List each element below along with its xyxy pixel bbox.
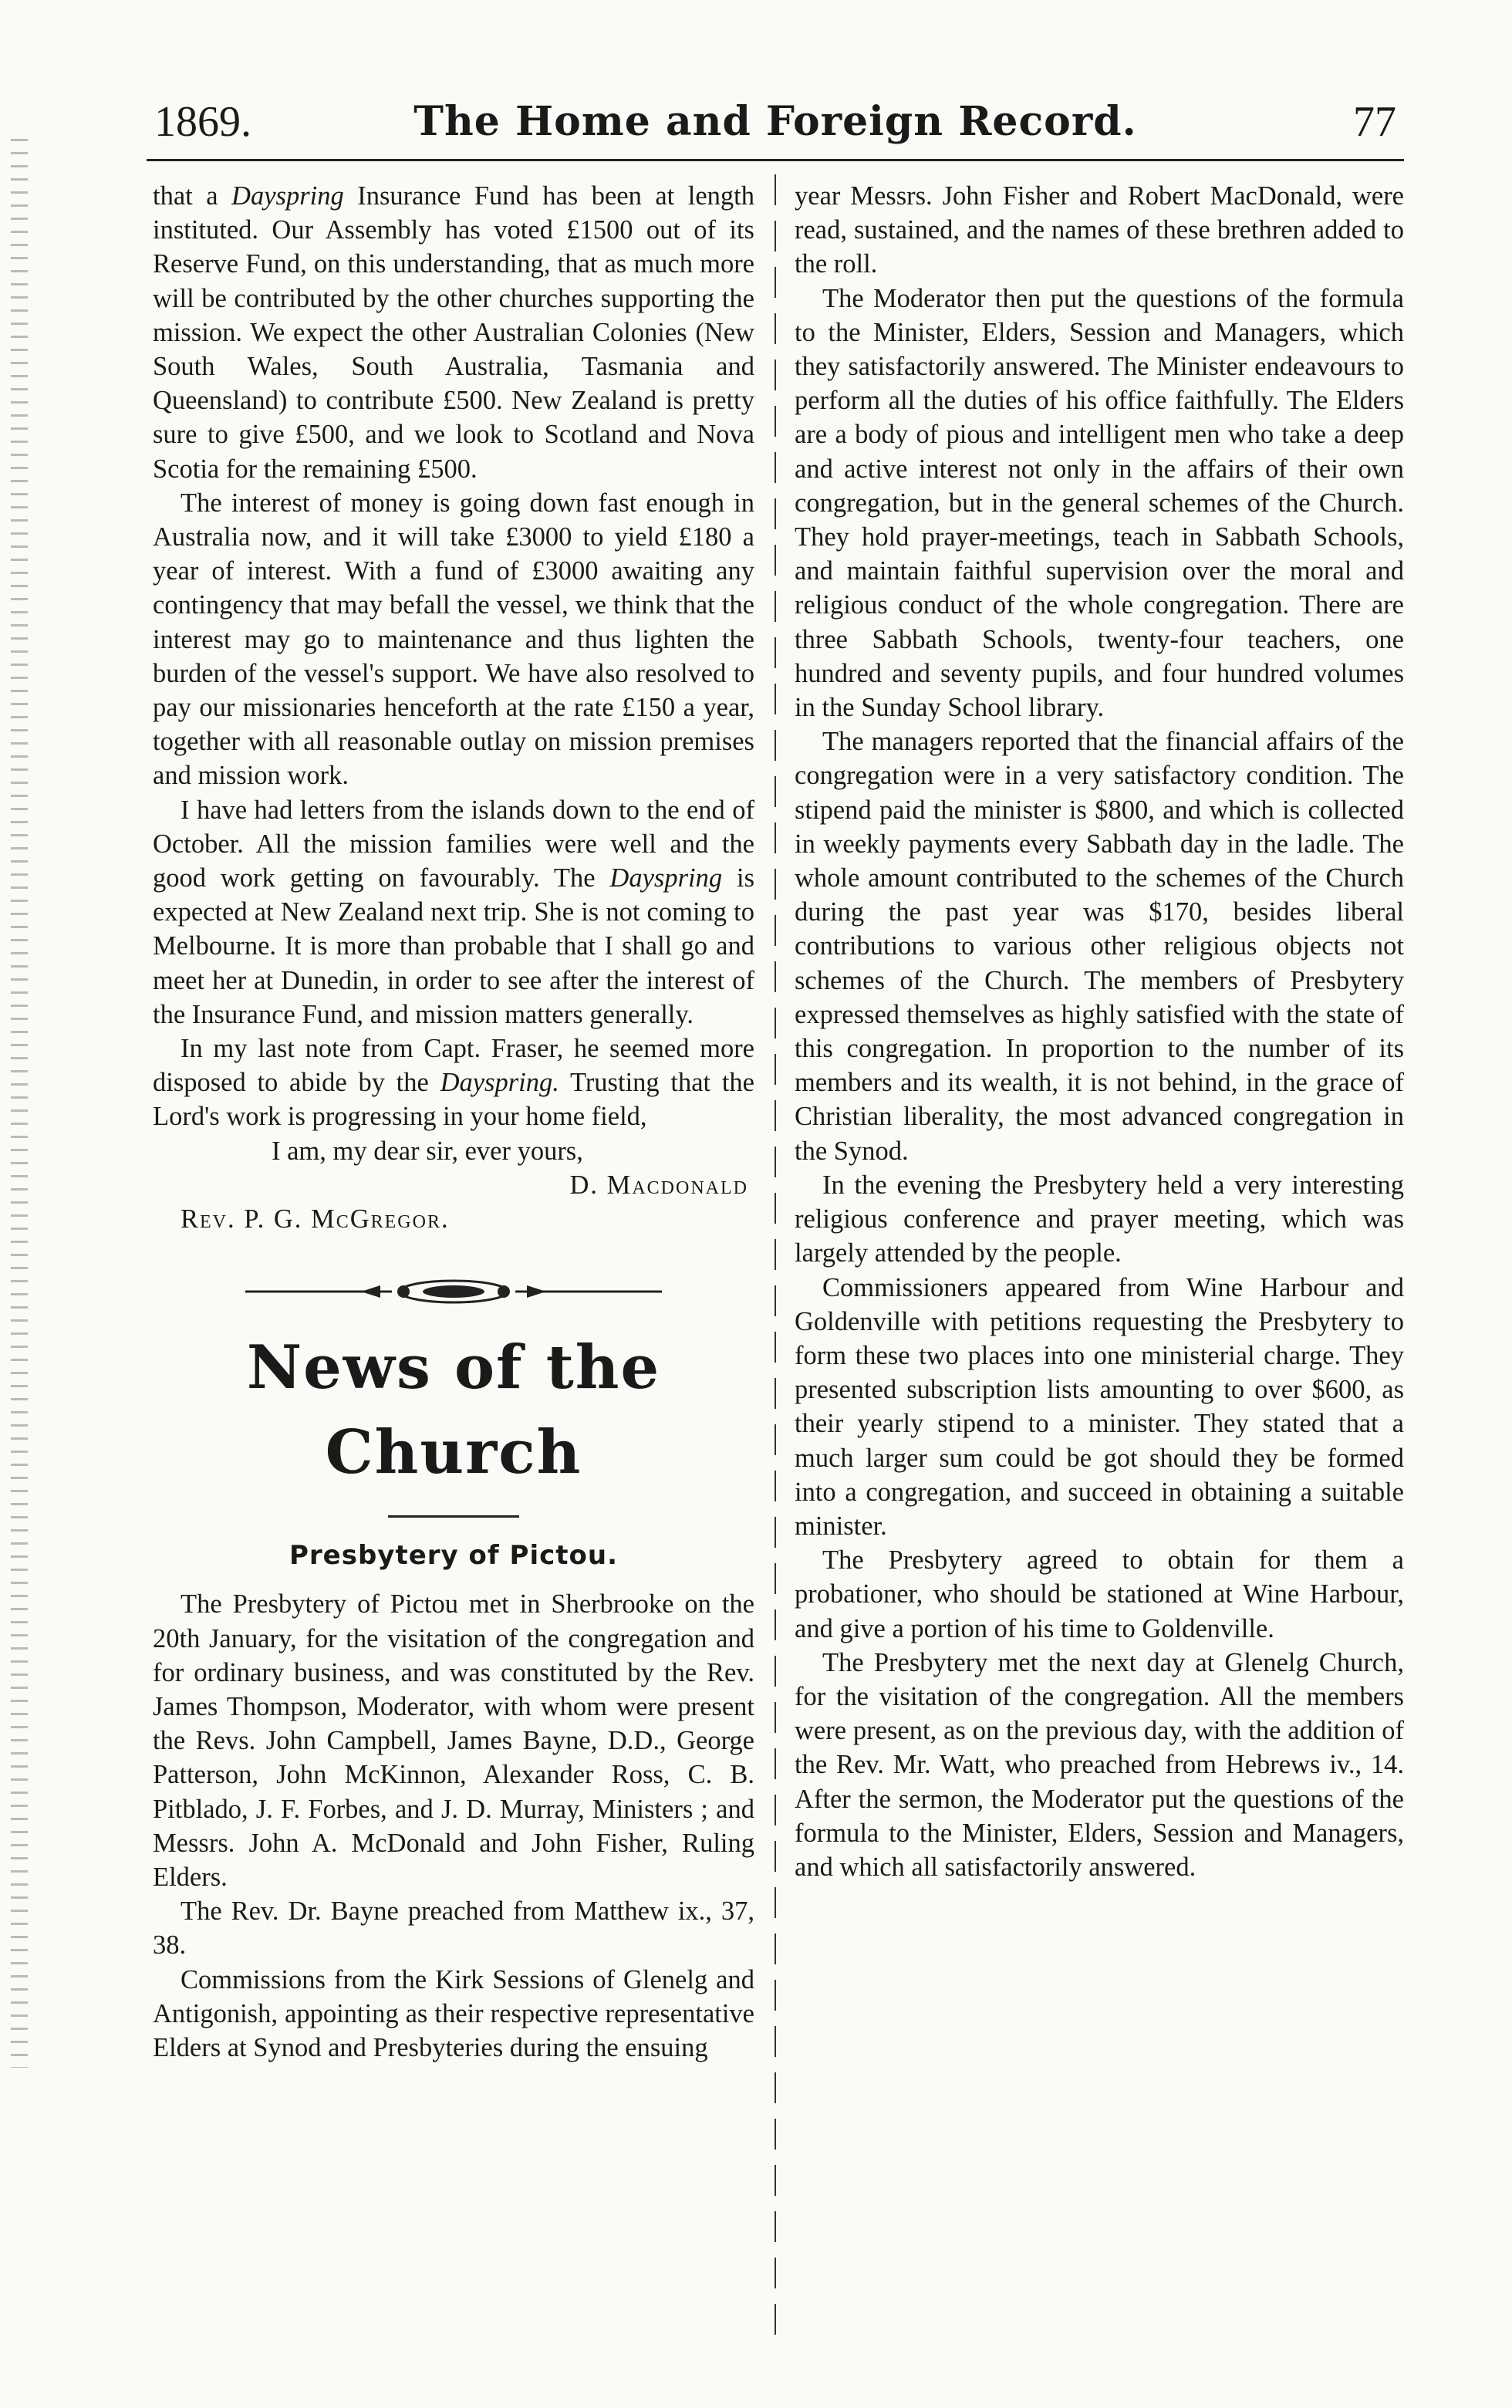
paragraph: that a Dayspring Insurance Fund has been at length instituted. Our Assembly has voted £1500 out of its Reserve Fund, on this understanding, that as much more will be contributed by the other churches supporting the mission. We expect the other Australian Colonies (New South Wales, South Australia, Tasmania and Queensland) to contribute £500. New Zealand is pretty sure to give £500, and we look to Scotland and Nova Scotia for the remaining £500. [153,181,754,484]
paragraph: The Presbytery met the next day at Glenelg Church, for the visitation of the congregation. All the members were present, as on the previous day, with the addition of the Rev. Mr. Watt, who preached from Hebrews iv., 14. After the sermon, the Moderator put the questions of the formula to the Minister, Elders, Session and Managers, and which all satisfactorily answered. [795,1647,1404,1882]
short-rule [388,1515,519,1518]
paragraph: The Presbytery of Pictou met in Sherbrooke on the 20th January, for the visitation of the congregation and for ordinary business, and was constituted by the Rev. James Thompson, Moderator, with whom were present the Revs. John Campbell, James Bayne, D.D., George Patterson, John McKinnon, Alexander Ross, C. B. Pitblado, J. F. Forbes, and J. D. Murray, Ministers ; and Messrs. John A. McDonald and John Fisher, Ruling Elders. [153,1589,754,1892]
paragraph: The Presbytery agreed to obtain for them a probationer, who should be stationed at Wine Harbour, and give a portion of his time to Goldenville. [795,1545,1404,1643]
header-page-number: 77 [1353,98,1396,146]
left-column [153,179,754,2065]
paragraph: Commissioners appeared from Wine Harbour and Goldenville with petitions requesting the Presbytery to form these two places into one ministerial charge. They presented subscription lists amounting to over $600, as their yearly stipend to a minister. They stated that a much larger sum could be got should they be formed into a congregation, and succeed in obtaining a suitable minister. [795,1272,1404,1541]
header-title: The Home and Foreign Record. [413,98,1137,145]
paragraph: The Rev. Dr. Bayne preached from Matthew ix., 37, 38. [153,1896,754,1961]
letter-signer: D. Macdonald [569,1170,748,1200]
right-column [795,179,1404,1884]
paragraph: The Moderator then put the questions of the formula to the Minister, Elders, Session and Managers, which they satisfactorily answered. The Minister endeavours to perform all the duties of his office faithfully. The Elders are a body of pious and intelligent men who take a deep and active interest not only in the affairs of their own congregation, but in the general schemes of the Church. They hold prayer-meetings, teach in Sabbath Schools, and maintain faithful supervision over the moral and religious conduct of the whole congregation. There are three Sabbath Schools, twenty-four teachers, one hundred and seventy pupils, and four hundred volumes in the Sunday School library. [795,283,1404,723]
section-title: News of the Church [246,1332,661,1488]
paragraph: In my last note from Capt. Fraser, he seemed more disposed to abide by the Dayspring. Trusting that the Lord's work is progressing in your home field, [153,1034,754,1132]
paragraph: Commissions from the Kirk Sessions of Glenelg and Antigonish, appointing as their respective representative Elders at Synod and Presbyteries during the ensuing [153,1964,754,2062]
header-rule [147,159,1404,161]
paragraph: I have had letters from the islands down to the end of October. All the mission families were well and the good work getting on favourably. The Dayspring is expected at New Zealand next trip. She is not coming to Melbourne. It is more than probable that I shall go and meet her at Dunedin, in order to see after the interest of the Insurance Fund, and mission matters generally. [153,795,754,1029]
scanned-page-edge [11,139,28,2068]
paragraph: The managers reported that the financial affairs of the congregation were in a very satisfactory condition. The stipend paid the minister is $800, and which is collected in weekly payments every Sabbath day in the ladle. The whole amount contributed to the schemes of the Church during the past year was $170, besides liberal contributions to various other religious objects not schemes of the Church. The members of Presbytery expressed themselves as highly satisfied with the state of this congregation. In proportion to the number of its members and its wealth, it is not behind, in the grace of Christian liberality, the most advanced congregation in the Synod. [795,727,1404,1166]
column-divider [775,174,776,2335]
paragraph: The interest of money is going down fast enough in Australia now, and it will take £3000 to yield £180 a year of interest. With a fund of £3000 awaiting any contingency that may befall the vessel, we think that the interest may go to maintenance and thus lighten the burden of the vessel's support. We have also resolved to pay our missionaries henceforth at the rate £150 a year, together with all reasonable outlay on mission premises and mission work. [153,488,754,791]
paragraph: year Messrs. John Fisher and Robert MacDonald, were read, sustained, and the names of these brethren added to the roll. [795,181,1404,279]
letter-recipient: Rev. P. G. McGregor. [181,1204,450,1234]
letter-salutation: I am, my dear sir, ever yours, [272,1136,583,1166]
header-year: 1869. [154,98,251,146]
subheading: Presbytery of Pictou. [289,1540,618,1572]
ornament-divider [238,1275,670,1309]
paragraph: In the evening the Presbytery held a very interesting religious conference and prayer meeting, which was largely attended by the people. [795,1170,1404,1268]
page-header [147,91,1404,153]
